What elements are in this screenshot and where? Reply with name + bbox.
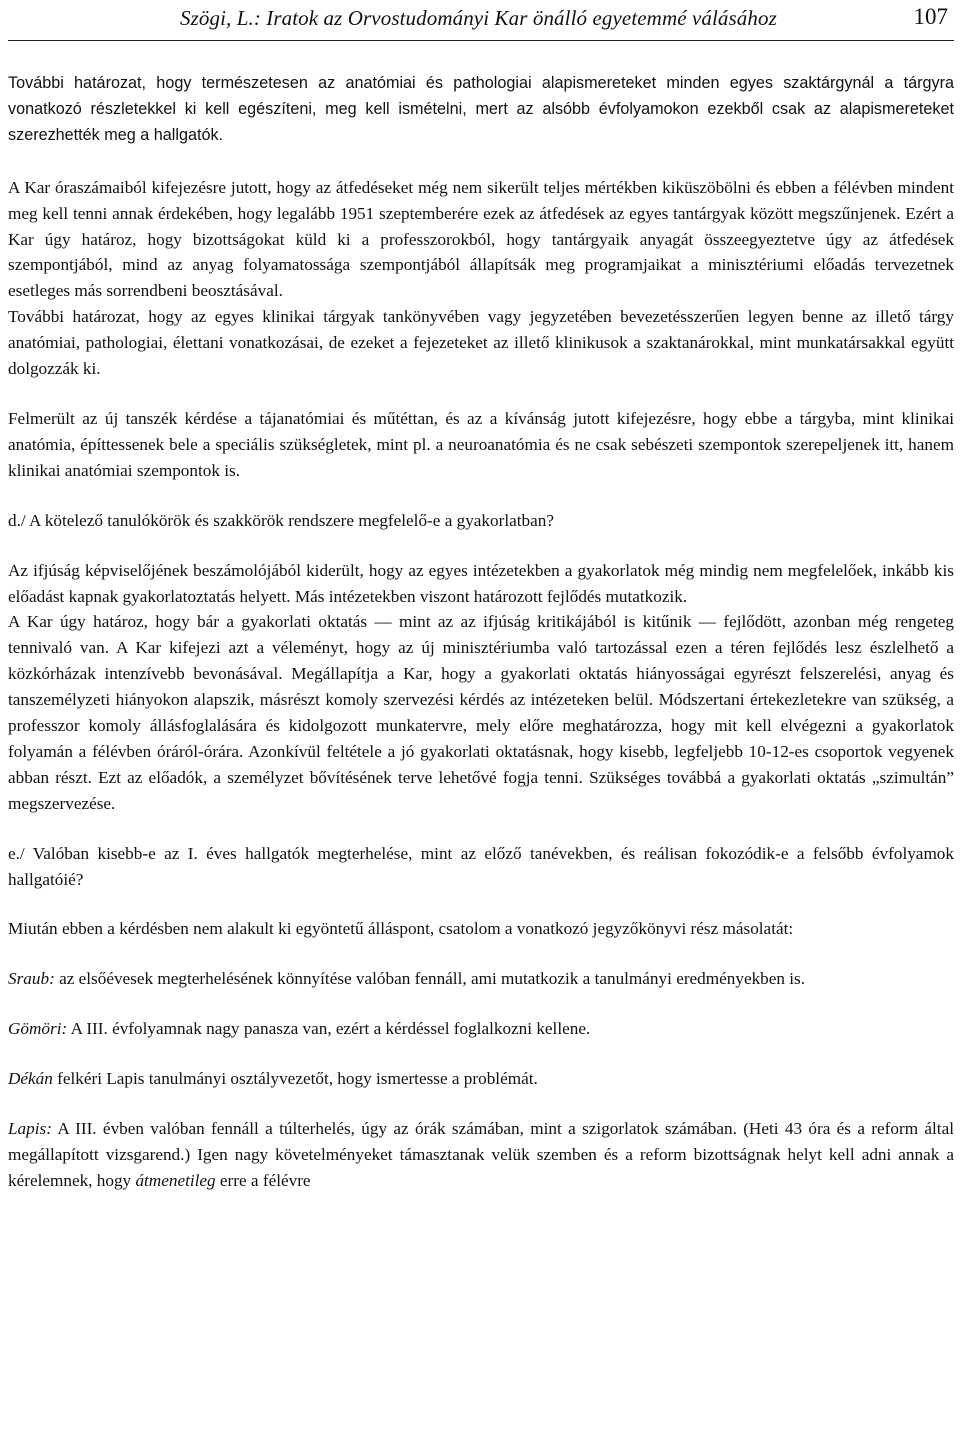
paragraph-hours-overlap: A Kar óraszámaiból kifejezésre jutott, hogy az átfedéseket még nem sikerült teljes mértékben kiküszöbölni és ebben a félévben mindent meg kell tenni annak érdekében, hogy legalább 1951 szeptemberére ezek az átfedések az egyes tantárgyak között megszűnjenek. Ezért a Kar úgy határoz, hogy bizottságokat küld ki a professzorokból, hogy tantárgyaik anyagát összeegyeztetve úgy az átfedések szempontjából, mind az anyag folyamatossága szempontjából állapítsák meg programjaikat a minisztériumi előadás tervezetnek esetleges más sorrendbeni beosztásával. [8, 177, 954, 301]
minutes-text: A III. évfolyamnak nagy panasza van, ezért a kérdéssel foglalkozni kellene. [70, 1019, 591, 1039]
paragraph-further-decision: További határozat, hogy természetesen az anatómiai és pathologiai alapismereteket minden egyes szaktárgynál a tárgyra vonatkozó részletekkel ki kell egészíteni, meg kell ismételni, mert az alsóbb évfolyamokon ezekből csak az alapismereteket szerezhették meg a hallgatók. [8, 74, 954, 144]
paragraph-youth-report: Az ifjúság képviselőjének beszámolójából kiderült, hogy az egyes intézetekben a gyakorlatok még mindig nem megfelelőek, inkább kis előadást kapnak gyakorlatoztatás helyett. Más intézetekben viszont határozott fejlődés mutatkozik. [8, 560, 954, 606]
speaker-name: Sraub: [8, 969, 55, 989]
paragraph-textbooks: További határozat, hogy az egyes klinikai tárgyak tankönyvében vagy jegyzetében bevezetésszerűen legyen benne az illető tárgy anatómiai, pathologiai, élettani vonatkozásai, de ezeket a fejezeteket az illető klinikusok a szaktanárokkal, mint munkatársakkal együtt dolgozzák ki. [8, 307, 954, 379]
minutes-entry [8, 966, 954, 992]
question-d: d./ A kötelező tanulókörök és szakkörök rendszere megfelelő-e a gyakorlatban? [8, 510, 554, 530]
minutes-entry [8, 1016, 954, 1042]
paragraph-minutes-intro: Miután ebben a kérdésben nem alakult ki egyöntetű álláspont, csatolom a vonatkozó jegyzőkönyvi rész másolatát: [8, 919, 794, 939]
minutes-entry [8, 1116, 954, 1194]
minutes-text: A III. évben valóban fennáll a túlterhelés, úgy az órák számában, mint a szigorlatok számában. (Heti 43 óra és a reform által megállapított vizsgarend.) Igen nagy követelményeket támasztanak velük szemben és a reform bizottságnak helyt kell adni annak a kérelemnek, hogy [8, 1119, 954, 1190]
page-number: 107 [913, 4, 948, 29]
minutes-text: az elsőévesek megterhelésének könnyítése valóban fennáll, ami mutatkozik a tanulmányi eredményekben is. [59, 969, 806, 989]
paragraph-faculty-decision: A Kar úgy határoz, hogy bár a gyakorlati oktatás — mint az az ifjúság kritikájából is kitűnik — fejlődött, azonban még rengeteg tennivaló van. A Kar kifejezi azt a véleményt, hogy az új minisztériumba való tartozással ezen a téren fejlődés lesz észlelhető a közkórházak intenzívebb bevonásával. Megállapítja a Kar, hogy a gyakorlati oktatás hiányosságai egyrészt felszerelési, anyag és tanszemélyzeti hiányokon alapszik, másrészt komoly szervezési kérdés az intézeteken belül. Módszertani értekezletekre van szükség, a professzor komoly állásfoglalására és kidolgozott munkatervre, mely előre meghatározza, hogy mit kell elvégezni a gyakorlatok folyamán a félévben óráról-órára. Azonkívül feltétele a jó gyakorlati oktatásnak, hogy kisebb, legfeljebb 10-12-es csoportok vegyenek abban részt. Ezt az előadók, a személyzet bővítésének terve lehetővé fogja tenni. Szükséges továbbá a gyakorlati oktatás „szimultán” megszervezése. [8, 612, 954, 813]
header-title: Szögi, L.: Iratok az Orvostudományi Kar önálló egyetemmé válásához [180, 6, 777, 30]
minutes-text: felkéri Lapis tanulmányi osztályvezetőt, hogy ismertesse a problémát. [57, 1069, 538, 1089]
document-body [8, 71, 954, 1194]
minutes-entry [8, 1066, 954, 1092]
speaker-name: Lapis: [8, 1119, 52, 1139]
question-e: e./ Valóban kisebb-e az I. éves hallgatók megterhelése, mint az előző tanévekben, és reálisan fokozódik-e a felsőbb évfolyamok hallgatóié? [8, 843, 954, 889]
speaker-name: Gömöri: [8, 1019, 68, 1039]
minutes-text: erre a félévre [219, 1170, 311, 1190]
speaker-name: Dékán [8, 1069, 53, 1089]
running-header [8, 0, 954, 41]
minutes-emphasis: átmenetileg [135, 1170, 216, 1190]
paragraph-new-department: Felmerült az új tanszék kérdése a tájanatómiai és műtéttan, és az a kívánság jutott kifejezésre, hogy ebbe a tárgyba, mint klinikai anatómia, építtessenek bele a speciális szükségletek, mint pl. a neuroanatómia és ne csak sebészeti szempontok szerepeljenek itt, hanem klinikai anatómiai szempontok is. [8, 408, 954, 480]
